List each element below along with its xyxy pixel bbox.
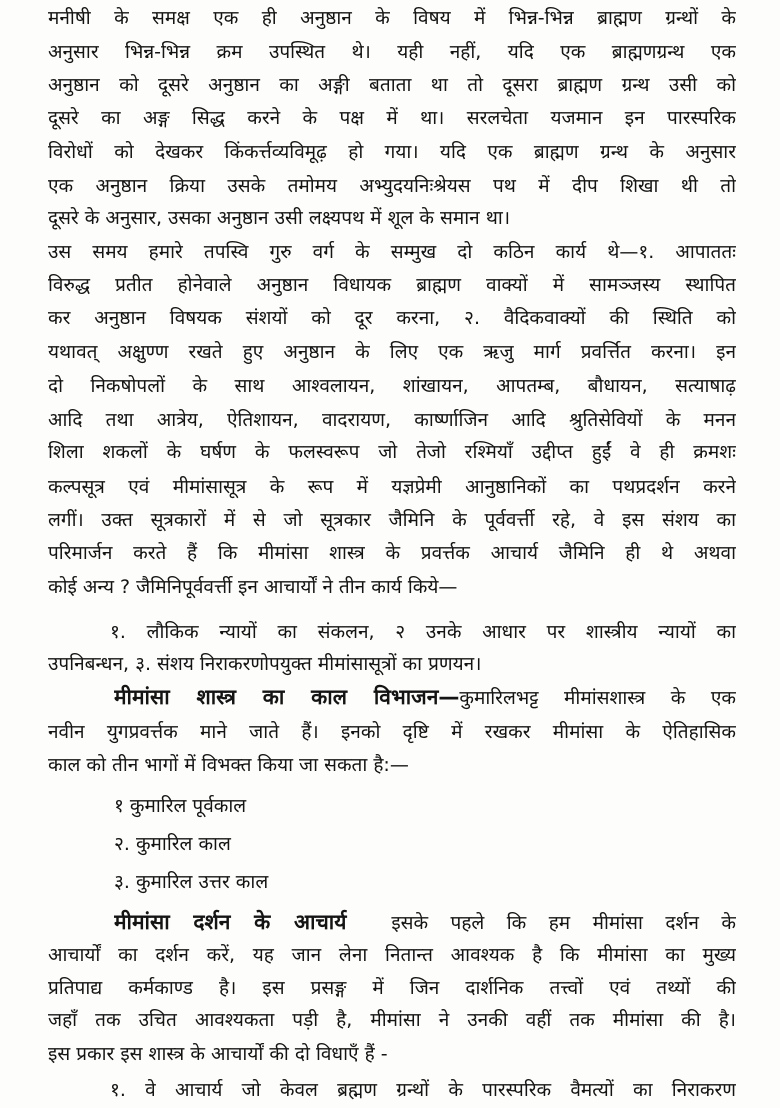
section-text: इसके पहले कि हम मीमांसा दर्शन के [391,912,736,934]
paragraph-line: लगीं। उक्त सूत्रकारों में से जो सूत्रकार जैमिनि के पूर्ववर्त्ती रहे, वे इस संशय का [48,509,736,531]
paragraph-line: कल्पसूत्र एवं मीमांसासूत्र के रूप में यज्ञप्रेमी आनुष्ठानिकों का पथप्रदर्शन करने [48,476,736,498]
paragraph-line: दूसरे के अनुसार, उसका अनुष्ठान उसी लक्ष्यपथ में शूल के समान था। [48,207,511,229]
section-text: कुमारिलभट्ट मीमांसशास्त्र के एक [459,687,736,709]
section-text-line: जहाँ तक उचित आवश्यकता पड़ी है, मीमांसा ने उनकी वहीं तक मीमांसा की है। [48,1009,736,1031]
period-item-2: २. कुमारिल काल [114,833,231,855]
section-kaal-vibhajan-first-line [114,683,736,712]
paragraph-line: दो निकषोपलों के साथ आश्वलायन, शांखायन, आपतम्ब, बौधायन, सत्याषाढ़ [48,375,736,397]
tasks-line-1: १. लौकिक न्यायों का संकलन, २ उनके आधार पर शास्त्रीय न्यायों का [110,621,736,643]
paragraph-line: यथावत् अक्षुण्ण रखते हुए अनुष्ठान के लिए एक ऋजु मार्ग प्रवर्त्तित करना। इन [48,341,736,363]
paragraph-line: अनुष्ठान को दूसरे अनुष्ठान का अङ्गी बताता था तो दूसरा ब्राह्मण ग्रन्थ उसी को [48,74,736,96]
paragraph-line: परिमार्जन करते हैं कि मीमांसा शास्त्र के प्रवर्त्तक आचार्य जैमिनि ही थे अथवा [48,542,736,564]
section-acharya-first-line [114,908,736,937]
period-item-3: ३. कुमारिल उत्तर काल [114,871,269,893]
paragraph-line: उस समय हमारे तपस्वि गुरु वर्ग के सम्मुख दो कठिन कार्य थे—१. आपाततः [48,241,736,263]
section-text-line: नवीन युगप्रवर्त्तक माने जाते हैं। इनको दृष्टि में रखकर मीमांसा के ऐतिहासिक [48,721,736,743]
paragraph-line: अनुसार भिन्न-भिन्न क्रम उपस्थित थे। यही नहीं, यदि एक ब्राह्मणग्रन्थ एक [48,41,736,63]
section-text-line: आचार्यों का दर्शन करें, यह जान लेना नितान्त आवश्यक है कि मीमांसा का मुख्य [48,944,736,966]
paragraph-line: दूसरे का अङ्ग सिद्ध करने के पक्ष में था। सरलचेता यजमान इन पारस्परिक [48,107,736,129]
acharya-item-1: १. वे आचार्य जो केवल ब्रह्मण ग्रन्थों के पारस्परिक वैमत्यों का निराकरण [110,1079,736,1101]
section-heading-acharya: मीमांसा दर्शन के आचार्य [114,910,347,934]
paragraph-line: कोई अन्य ? जैमिनिपूर्ववर्त्ती इन आचार्यों ने तीन कार्य किये— [48,576,458,598]
section-heading-kaal-vibhajan: मीमांसा शास्त्र का काल विभाजन— [114,685,460,709]
paragraph-line: शिला शकलों के घर्षण के फलस्वरूप जो तेजो रश्मियाँ उद्दीप्त हुईं वे ही क्रमशः [48,441,736,463]
paragraph-line: मनीषी के समक्ष एक ही अनुष्ठान के विषय में भिन्न-भिन्न ब्राह्मण ग्रन्थों के [48,7,736,29]
paragraph-line: एक अनुष्ठान क्रिया उसके तमोमय अभ्युदयनिःश्रेयस पथ में दीप शिखा थी तो [48,175,736,197]
paragraph-line: विरोधों को देखकर किंकर्त्तव्यविमूढ़ हो गया। यदि एक ब्राह्मण ग्रन्थ के अनुसार [48,141,736,163]
period-item-1: १ कुमारिल पूर्वकाल [114,795,247,817]
tasks-line-2: उपनिबन्धन, ३. संशय निराकरणोपयुक्त मीमांसासूत्रों का प्रणयन। [48,653,482,675]
section-text-line: प्रतिपाद्य कर्मकाण्ड है। इस प्रसङ्ग में जिन दार्शनिक तत्त्वों एवं तथ्यों की [48,977,736,999]
paragraph-line: आदि तथा आत्रेय, ऐतिशायन, वादरायण, कार्ष्णाजिन आदि श्रुतिसेवियों के मनन [48,409,736,431]
paragraph-line: कर अनुष्ठान विषयक संशयों को दूर करना, २. वैदिकवाक्यों की स्थिति को [48,307,736,329]
paragraph-line: विरुद्ध प्रतीत होनेवाले अनुष्ठान विधायक ब्राह्मण वाक्यों में सामञ्जस्य स्थापित [48,274,736,296]
section-text-line: काल को तीन भागों में विभक्त किया जा सकता है:— [48,754,409,776]
section-text-line: इस प्रकार इस शास्त्र के आचार्यों की दो विधाएँ हैं - [48,1043,388,1065]
